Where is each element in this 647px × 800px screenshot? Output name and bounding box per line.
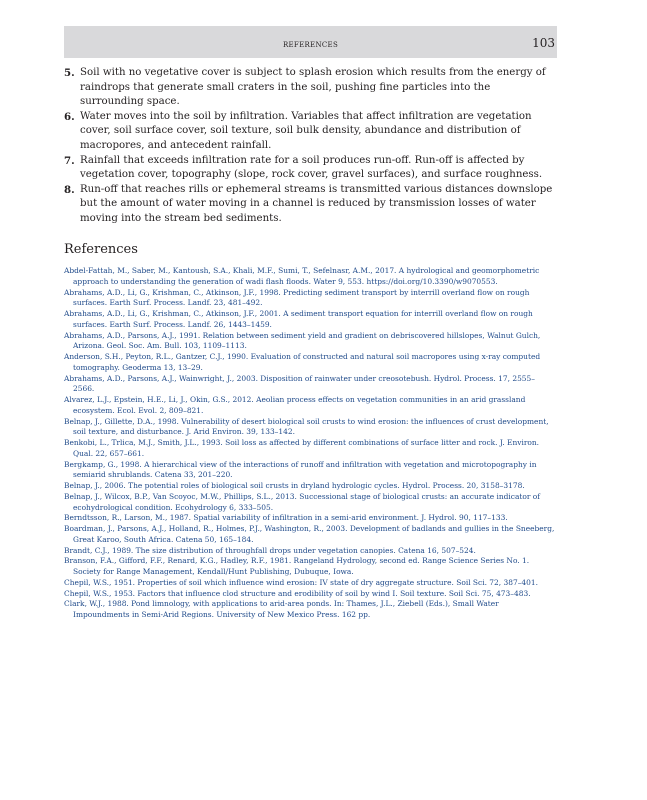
list-item-text: Soil with no vegetative cover is subject to splash erosion which results from the energy of raindrops that generate small craters in the soil, pushing fine particles into the surrounding space. — [80, 67, 546, 108]
reference-entry[interactable]: Berndtsson, R., Larson, M., 1987. Spatial variability of infiltration in a semi-arid environment. J. Hydrol. 90, 117–133. — [64, 513, 508, 523]
reference-entry[interactable]: Anderson, S.H., Peyton, R.L., Gantzer, C.J., 1990. Evaluation of constructed and natural soil macropores using x-ray computed tomography. Geoderma 13, 13–29. — [64, 352, 541, 372]
reference-entry[interactable]: Belnap, J., Gillette, D.A., 1998. Vulnerability of desert biological soil crusts to wind erosion: the influences of crust development, soil texture, and disturbance. J. Arid Environ. 39, 133–142. — [64, 416, 549, 437]
reference-entry[interactable]: Abrahams, A.D., Parsons, A.J., Wainwright, J., 2003. Disposition of rainwater under creosotebush. Hydrol. Process. 17, 2555–2566. — [64, 373, 535, 394]
list-item-text: Run-off that reaches rills or ephemeral streams is transmitted various distances downslope but the amount of water moving in a channel is reduced by transmission losses of water moving into the stream bed sediments. — [80, 183, 553, 224]
reference-entry[interactable]: Bergkamp, G., 1998. A hierarchical view of the interactions of runoff and infiltration with vegetation and microtopography in semiarid shrublands. Catena 33, 201–220. — [64, 459, 537, 480]
list-item — [64, 66, 556, 110]
reference-entry[interactable]: Abrahams, A.D., Li, G., Krishman, C., Atkinson, J.F., 1998. Predicting sediment transport by interrill overland flow on rough surfaces. Earth Surf. Process. Landf. 23, 481–492. — [64, 287, 530, 308]
reference-entry[interactable]: Brandt, C.J., 1989. The size distribution of throughfall drops under vegetation canopies. Catena 16, 507–524. — [64, 545, 476, 555]
list-item-number: 6. — [64, 110, 75, 123]
page-number: 103 — [532, 36, 555, 50]
reference-entry[interactable]: Abdel-Fattah, M., Saber, M., Kantoush, S.A., Khali, M.F., Sumi, T., Sefelnasr, A.M., 2017. A hydrological and geomorphometric approach to understanding the generation of wadi flash floods. Water 9, 553. https://doi.org/10.3390/w9070553. — [64, 266, 540, 286]
list-item-number: 5. — [64, 67, 75, 79]
numbered-list — [64, 66, 556, 227]
reference-entry[interactable]: Chepil, W.S., 1953. Factors that influence clod structure and erodibility of soil by wind I. Soil texture. Soil Sci. 75, 473–483. — [64, 588, 531, 598]
reference-entry[interactable]: Abrahams, A.D., Parsons, A.J., 1991. Relation between sediment yield and gradient on debriscovered hillslopes, Walnut Gulch, Arizona. Geol. Soc. Am. Bull. 103, 1109–1113. — [64, 330, 541, 351]
reference-entry[interactable]: Branson, F.A., Gifford, F.F., Renard, K.G., Hadley, R.F., 1981. Rangeland Hydrology, second ed. Range Science Series No. 1. Society for Range Management, Kendall/Hunt Publishing, Dubuque, Iowa. — [64, 556, 530, 576]
list-item — [64, 110, 556, 154]
reference-entry[interactable]: Abrahams, A.D., Li, G., Krishman, C., Atkinson, J.F., 2001. A sediment transport equation for interrill overland flow on rough surfaces. Earth Surf. Process. Landf. 26, 1443–1459. — [64, 309, 533, 329]
reference-entry[interactable]: Alvarez, L.J., Epstein, H.E., Li, J., Okin, G.S., 2012. Aeolian process effects on vegetation communities in an arid grassland ecosystem. Ecol. Evol. 2, 809–821. — [64, 395, 526, 415]
running-head-title: REFERENCES — [282, 41, 339, 49]
list-item — [64, 154, 556, 183]
list-item-text: Water moves into the soil by infiltration. Variables that affect infiltration are vegetation cover, soil surface cover, soil texture, soil bulk density, abundance and distribution of macropores, and antecedent rainfall. — [80, 110, 532, 151]
reference-entry[interactable]: Clark, W.J., 1988. Pond limnology, with applications to arid-area ponds. In: Thames, J.L., Ziebell (Eds.), Small Water Impoundments in Semi-Arid Regions. University of New Mexico Press. 162 pp. — [64, 599, 499, 619]
list-item-number: 7. — [64, 154, 75, 167]
references-heading: References — [64, 242, 138, 257]
list-item — [64, 183, 556, 227]
list-item-number: 8. — [64, 183, 75, 196]
running-header — [64, 26, 557, 58]
reference-list — [64, 266, 556, 621]
list-item-text: Rainfall that exceeds infiltration rate for a soil produces run-off. Run-off is affected by vegetation cover, topography (slope, rock cover, gravel surfaces), and surface roughness. — [80, 154, 543, 181]
reference-entry[interactable]: Belnap, J., 2006. The potential roles of biological soil crusts in dryland hydrologic cycles. Hydrol. Process. 20, 3158–3178. — [64, 481, 525, 490]
reference-entry[interactable]: Chepil, W.S., 1951. Properties of soil which influence wind erosion: IV state of dry aggregate structure. Soil Sci. 72, 387–401. — [64, 577, 538, 587]
reference-entry[interactable]: Boardman, J., Parsons, A.J., Holland, R., Holmes, P.J., Washington, R., 2003. Development of badlands and gullies in the Sneeberg, Great Karoo, South Africa. Catena 50, 165–184. — [64, 524, 555, 544]
reference-entry[interactable]: Belnap, J., Wilcox, B.P., Van Scoyoc, M.W., Phillips, S.L., 2013. Successional stage of biological crusts: an accurate indicator of ecohydrological condition. Ecohydrology 6, 333–505. — [64, 491, 541, 512]
reference-entry[interactable]: Benkobi, L., Trlica, M.J., Smith, J.L., 1993. Soil loss as affected by different combinations of surface litter and rock. J. Environ. Qual. 22, 657–661. — [64, 438, 540, 458]
